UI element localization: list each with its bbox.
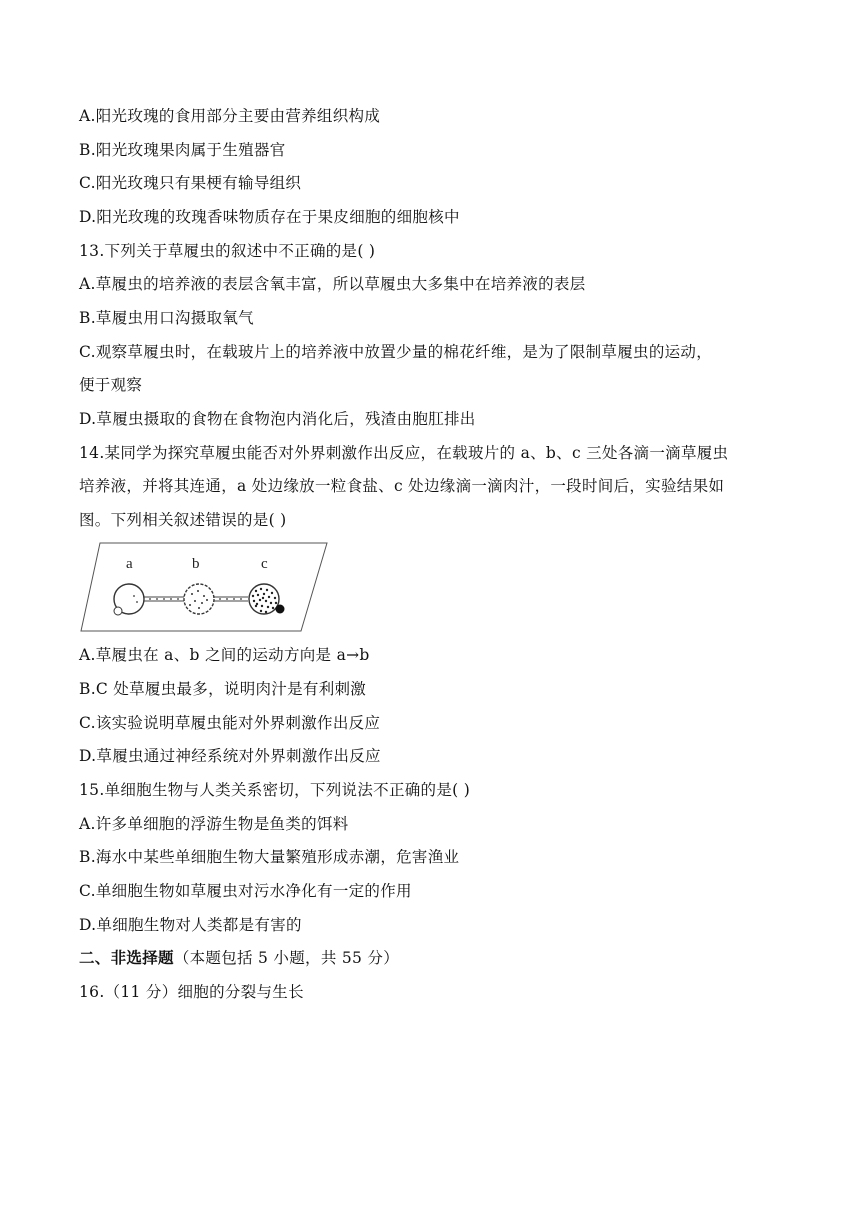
q12-option-b: B.阳光玫瑰果肉属于生殖器官 <box>79 141 286 159</box>
q14-stem-line3: 图。下列相关叙述错误的是( ) <box>79 511 287 529</box>
q13-option-a: A.草履虫的培养液的表层含氧丰富，所以草履虫大多集中在培养液的表层 <box>79 275 586 293</box>
q13-option-b: B.草履虫用口沟摄取氧气 <box>79 309 254 327</box>
q13-stem: 13.下列关于草履虫的叙述中不正确的是( ) <box>79 242 376 260</box>
q14-option-c: C.该实验说明草履虫能对外界刺激作出反应 <box>79 714 381 732</box>
q15-option-d: D.单细胞生物对人类都是有害的 <box>79 916 302 934</box>
salt-grain <box>114 607 122 615</box>
q15-stem: 15.单细胞生物与人类关系密切，下列说法不正确的是( ) <box>79 781 471 799</box>
q14-option-d: D.草履虫通过神经系统对外界刺激作出反应 <box>79 747 381 765</box>
meat-juice-drop <box>276 605 285 614</box>
q16-stem: 16.（11 分）细胞的分裂与生长 <box>79 983 304 1001</box>
section-heading <box>79 948 399 968</box>
q14-option-a: A.草履虫在 a、b 之间的运动方向是 a→b <box>79 646 370 664</box>
q13-option-c-line1: C.观察草履虫时，在载玻片上的培养液中放置少量的棉花纤维，是为了限制草履虫的运动， <box>79 343 713 361</box>
section-title: 二、非选择题 <box>79 948 174 967</box>
q15-option-a: A.许多单细胞的浮游生物是鱼类的饵料 <box>79 815 349 833</box>
q14-stem-line1: 14.某同学为探究草履虫能否对外界刺激作出反应，在载玻片的 a、b、c 三处各滴一滴草履虫 <box>79 444 729 462</box>
q12-option-d: D.阳光玫瑰的玫瑰香味物质存在于果皮细胞的细胞核中 <box>79 208 460 226</box>
label-b: b <box>192 556 200 572</box>
label-c: c <box>261 556 268 572</box>
drop-b <box>184 584 214 614</box>
q14-option-b: B.C 处草履虫最多，说明肉汁是有利刺激 <box>79 680 367 698</box>
q13-option-c-line2: 便于观察 <box>79 376 143 394</box>
label-a: a <box>126 556 133 572</box>
q15-option-b: B.海水中某些单细胞生物大量繁殖形成赤潮，危害渔业 <box>79 848 460 866</box>
q14-stem-line2: 培养液，并将其连通，a 处边缘放一粒食盐、c 处边缘滴一滴肉汁，一段时间后，实验结果如 <box>79 477 725 495</box>
paramecium-slide-figure <box>78 539 328 635</box>
q12-option-c: C.阳光玫瑰只有果梗有输导组织 <box>79 174 302 192</box>
section-note: （本题包括 5 小题，共 55 分） <box>173 949 400 967</box>
q12-option-a: A.阳光玫瑰的食用部分主要由营养组织构成 <box>79 107 381 125</box>
q15-option-c: C.单细胞生物如草履虫对污水净化有一定的作用 <box>79 882 412 900</box>
q13-option-d: D.草履虫摄取的食物在食物泡内消化后，残渣由胞肛排出 <box>79 410 476 428</box>
